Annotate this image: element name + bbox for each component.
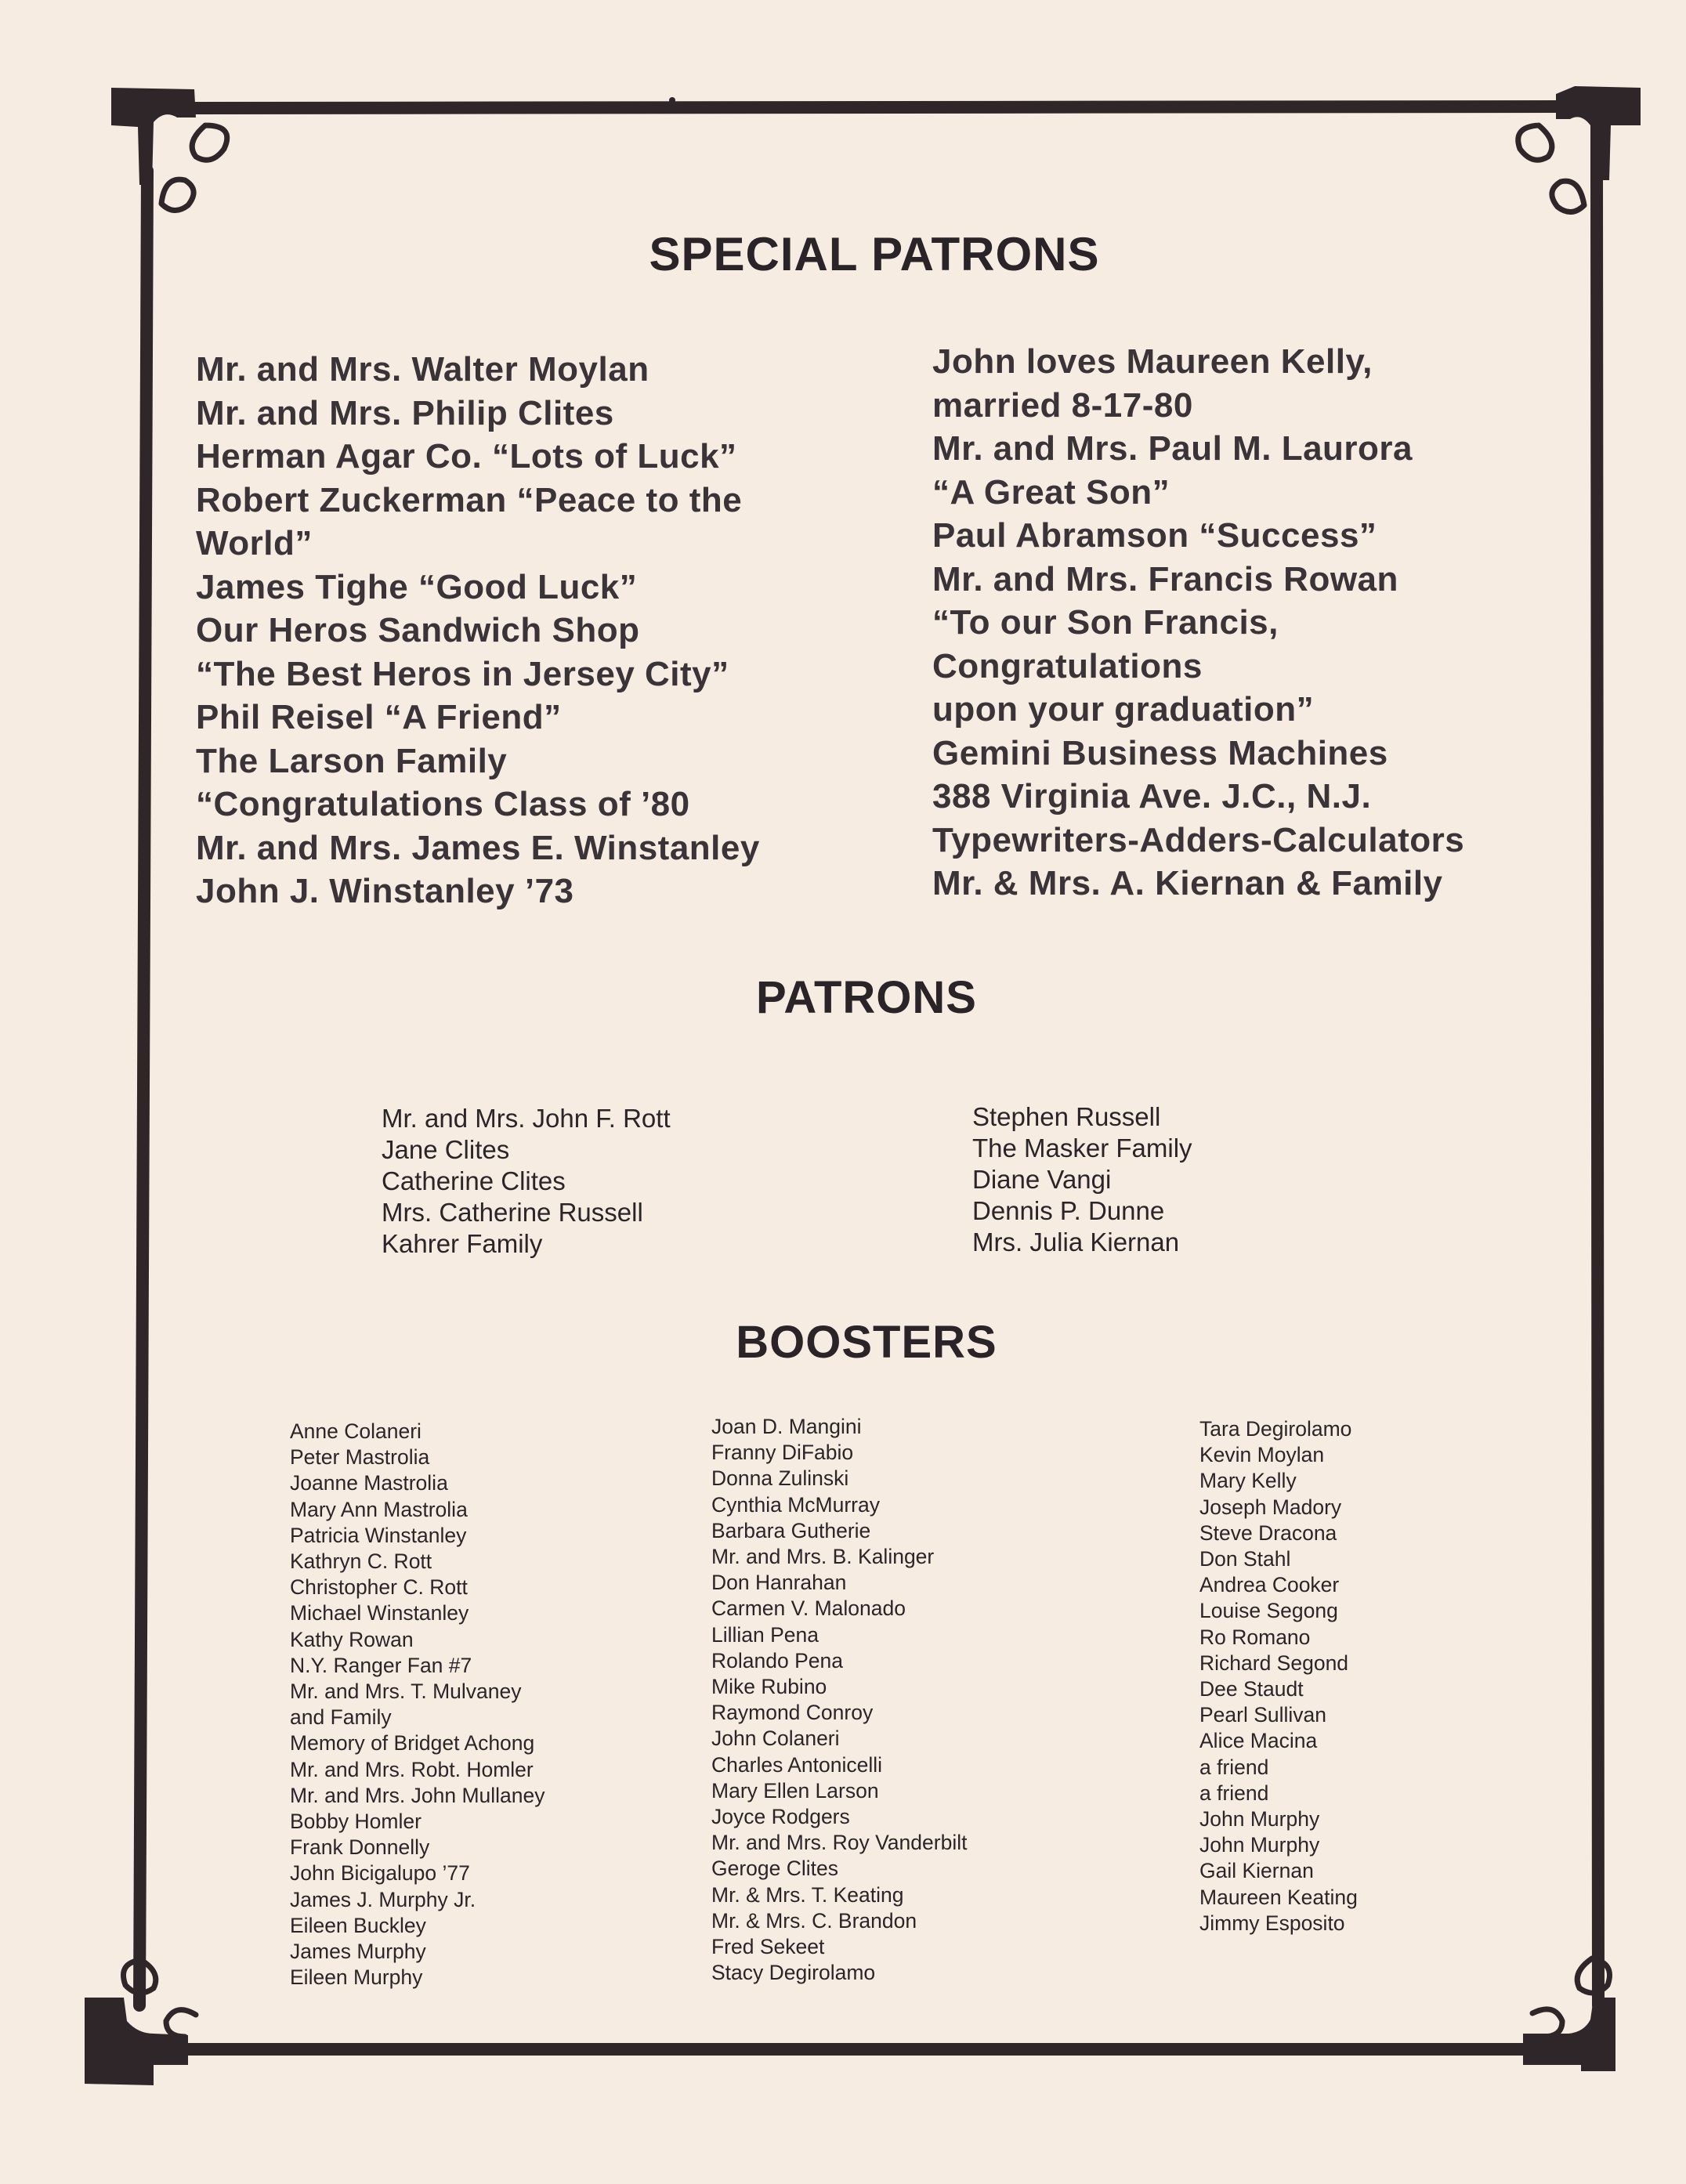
list-item: Gail Kiernan bbox=[1199, 1859, 1314, 1883]
patrons-heading: PATRONS bbox=[756, 972, 977, 1023]
list-item: Raymond Conroy bbox=[711, 1701, 874, 1725]
list-item: Mr. & Mrs. C. Brandon bbox=[711, 1908, 917, 1933]
list-item: Mrs. Catherine Russell bbox=[382, 1198, 643, 1227]
list-item: Robert Zuckerman “Peace to the bbox=[196, 480, 743, 519]
list-item: Mr. & Mrs. T. Keating bbox=[711, 1882, 904, 1907]
list-item: Carmen V. Malonado bbox=[711, 1596, 906, 1621]
boosters-column-3 bbox=[1199, 1416, 1358, 1936]
list-item: Joan D. Mangini bbox=[711, 1415, 862, 1438]
list-item: Mary Kelly bbox=[1199, 1469, 1297, 1493]
list-item: Mr. and Mrs. Philip Clites bbox=[196, 393, 614, 432]
list-item: 388 Virginia Ave. J.C., N.J. bbox=[932, 777, 1372, 815]
special-patrons-left-list bbox=[196, 348, 901, 913]
list-item: Diane Vangi bbox=[972, 1165, 1112, 1194]
list-item: Richard Segond bbox=[1199, 1651, 1349, 1675]
list-item: Mr. and Mrs. John F. Rott bbox=[382, 1104, 671, 1133]
list-item: John J. Winstanley ’73 bbox=[196, 872, 574, 910]
list-item: Anne Colaneri bbox=[290, 1419, 422, 1443]
list-item: Paul Abramson “Success” bbox=[932, 516, 1377, 555]
list-item: Joanne Mastrolia bbox=[290, 1471, 448, 1495]
list-item: and Family bbox=[290, 1705, 392, 1730]
list-item: Christopher C. Rott bbox=[290, 1575, 468, 1600]
list-item: Mr. and Mrs. Walter Moylan bbox=[196, 350, 649, 389]
list-item: “Congratulations Class of ’80 bbox=[196, 785, 690, 823]
list-item: Geroge Clites bbox=[711, 1857, 839, 1881]
list-item: Mr. and Mrs. John Mullaney bbox=[290, 1783, 545, 1807]
list-item: Peter Mastrolia bbox=[290, 1445, 430, 1470]
list-item: Mrs. Julia Kiernan bbox=[972, 1228, 1180, 1257]
list-item: Congratulations bbox=[932, 646, 1203, 685]
list-item: upon your graduation” bbox=[932, 690, 1315, 729]
list-item: Steve Dracona bbox=[1199, 1520, 1337, 1545]
list-item: Jane Clites bbox=[382, 1135, 510, 1164]
list-item: Mary Ellen Larson bbox=[711, 1778, 879, 1803]
list-item: Lillian Pena bbox=[711, 1622, 819, 1647]
list-item: Frank Donnelly bbox=[290, 1835, 430, 1860]
list-item: Don Stahl bbox=[1199, 1547, 1291, 1571]
list-item: John Murphy bbox=[1199, 1807, 1320, 1831]
list-item: James J. Murphy Jr. bbox=[290, 1887, 476, 1911]
list-item: a friend bbox=[1199, 1781, 1269, 1805]
list-item: Kathy Rowan bbox=[290, 1627, 414, 1651]
list-item: a friend bbox=[1199, 1755, 1269, 1779]
list-item: Mr. and Mrs. B. Kalinger bbox=[711, 1545, 935, 1569]
list-item: Donna Zulinski bbox=[711, 1466, 849, 1491]
list-item: Mr. and Mrs. T. Mulvaney bbox=[290, 1680, 522, 1704]
list-item: Michael Winstanley bbox=[290, 1601, 469, 1625]
list-item: Stacy Degirolamo bbox=[711, 1961, 876, 1985]
list-item: Typewriters-Adders-Calculators bbox=[932, 820, 1465, 859]
list-item: N.Y. Ranger Fan #7 bbox=[290, 1653, 472, 1677]
list-item: Mr. and Mrs. James E. Winstanley bbox=[196, 828, 760, 867]
boosters-column-2 bbox=[711, 1414, 967, 1986]
list-item: “To our Son Francis, bbox=[932, 603, 1279, 642]
list-item: Pearl Sullivan bbox=[1199, 1703, 1327, 1727]
list-item: Joyce Rodgers bbox=[711, 1805, 850, 1829]
list-item: Don Hanrahan bbox=[711, 1571, 847, 1595]
list-item: Charles Antonicelli bbox=[711, 1752, 883, 1777]
list-item: Stephen Russell bbox=[972, 1102, 1161, 1131]
boosters-heading: BOOSTERS bbox=[736, 1317, 997, 1368]
list-item: The Masker Family bbox=[972, 1134, 1192, 1163]
list-item: Jimmy Esposito bbox=[1199, 1911, 1345, 1935]
list-item: married 8-17-80 bbox=[932, 385, 1193, 425]
list-item: Rolando Pena bbox=[711, 1648, 843, 1672]
list-item: Patricia Winstanley bbox=[290, 1523, 467, 1547]
list-item: Memory of Bridget Achong bbox=[290, 1731, 535, 1756]
list-item: Tara Degirolamo bbox=[1199, 1417, 1352, 1441]
list-item: Mr. and Mrs. Paul M. Laurora bbox=[932, 429, 1413, 468]
list-item: Our Heros Sandwich Shop bbox=[196, 611, 640, 649]
list-item: Fred Sekeet bbox=[711, 1935, 825, 1959]
list-item: Maureen Keating bbox=[1199, 1885, 1358, 1909]
list-item: Franny DiFabio bbox=[711, 1441, 854, 1465]
list-item: James Tighe “Good Luck” bbox=[196, 567, 638, 606]
special-patrons-right-list bbox=[932, 340, 1637, 906]
list-item: Catherine Clites bbox=[382, 1166, 566, 1195]
list-item: The Larson Family bbox=[196, 741, 508, 780]
list-item: Barbara Gutherie bbox=[711, 1518, 871, 1542]
list-item: Cynthia McMurray bbox=[711, 1492, 880, 1517]
list-item: Kahrer Family bbox=[382, 1229, 543, 1258]
list-item: Dennis P. Dunne bbox=[972, 1196, 1165, 1225]
list-item: “A Great Son” bbox=[932, 472, 1170, 512]
list-item: Mr. and Mrs. Francis Rowan bbox=[932, 559, 1398, 598]
list-item: Phil Reisel “A Friend” bbox=[196, 698, 562, 736]
list-item: World” bbox=[196, 524, 313, 562]
list-item: Mr. and Mrs. Roy Vanderbilt bbox=[711, 1831, 968, 1855]
special-patrons-heading: SPECIAL PATRONS bbox=[649, 228, 1100, 280]
list-item: Dee Staudt bbox=[1199, 1677, 1304, 1701]
list-item: Eileen Murphy bbox=[290, 1965, 423, 1990]
list-item: James Murphy bbox=[290, 1940, 426, 1964]
list-item: Mike Rubino bbox=[711, 1675, 827, 1699]
list-item: John loves Maureen Kelly, bbox=[932, 342, 1373, 381]
list-item: Kathryn C. Rott bbox=[290, 1549, 432, 1574]
list-item: Mr. & Mrs. A. Kiernan & Family bbox=[932, 864, 1443, 902]
list-item: Gemini Business Machines bbox=[932, 733, 1388, 772]
patrons-left-list bbox=[382, 1103, 671, 1260]
list-item: Herman Agar Co. “Lots of Luck” bbox=[196, 437, 737, 475]
list-item: John Murphy bbox=[1199, 1833, 1320, 1857]
list-item: Mr. and Mrs. Robt. Homler bbox=[290, 1757, 534, 1781]
list-item: Joseph Madory bbox=[1199, 1495, 1342, 1519]
patrons-right-list bbox=[972, 1101, 1192, 1258]
list-item: Andrea Cooker bbox=[1199, 1573, 1340, 1597]
list-item: Alice Macina bbox=[1199, 1729, 1318, 1753]
list-item: John Bicigalupo ’77 bbox=[290, 1861, 470, 1886]
list-item: Eileen Buckley bbox=[290, 1913, 426, 1937]
list-item: “The Best Heros in Jersey City” bbox=[196, 654, 729, 693]
list-item: John Colaneri bbox=[711, 1727, 840, 1751]
list-item: Ro Romano bbox=[1199, 1625, 1311, 1649]
list-item: Louise Segong bbox=[1199, 1599, 1338, 1623]
list-item: Kevin Moylan bbox=[1199, 1443, 1325, 1467]
list-item: Bobby Homler bbox=[290, 1810, 422, 1834]
boosters-column-1 bbox=[290, 1419, 545, 1991]
list-item: Mary Ann Mastrolia bbox=[290, 1497, 468, 1521]
